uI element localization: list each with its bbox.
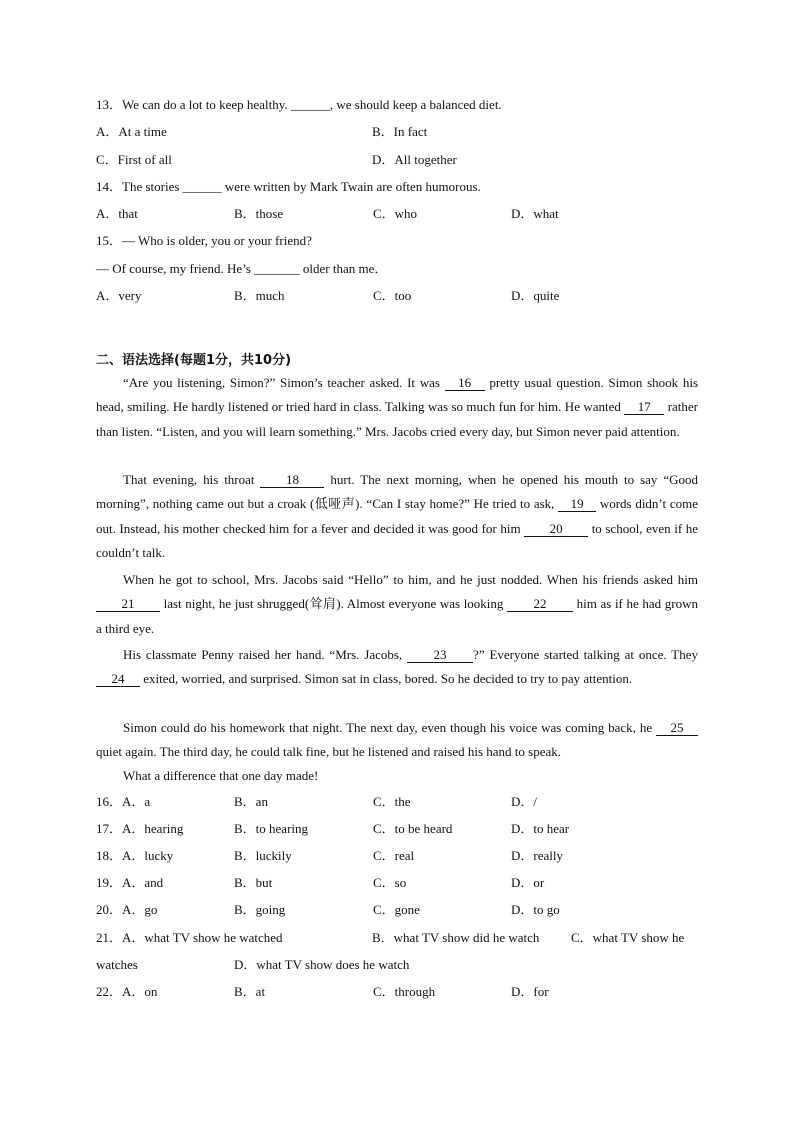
passage-paragraph-3: [96, 568, 698, 641]
passage-text: words didn’t come out. Instead, his mother checked him for a fever and decided it was good for him: [96, 496, 698, 536]
question-number: 18．: [96, 848, 123, 863]
passage-text: exited, worried, and surprised. Simon sat in class, bored. So he decided to try to pay attention.: [140, 671, 633, 687]
blank-20[interactable]: 20: [524, 522, 588, 537]
question-13-option-a[interactable]: A．At a time: [96, 124, 167, 139]
blank-22[interactable]: 22: [507, 597, 573, 612]
blank-23[interactable]: 23: [407, 648, 473, 663]
passage-paragraph-6: [96, 764, 698, 788]
passage-text: His classmate Penny raised her hand. “Mrs. Jacobs,: [123, 647, 408, 662]
question-16-option-a[interactable]: [96, 794, 150, 810]
question-22-option-d[interactable]: D．for: [511, 984, 549, 999]
question-number: 21．: [96, 930, 123, 945]
question-19-option-c[interactable]: C．so: [373, 875, 407, 890]
option-text: A．lucky: [122, 848, 174, 863]
blank-21[interactable]: 21: [96, 597, 160, 612]
question-21-option-a[interactable]: [96, 930, 283, 946]
passage-text: What a difference that one day made!: [123, 768, 319, 783]
passage-text: ?” Everyone started talking at once. They: [473, 647, 698, 662]
section-2-heading: 二、语法选择(每题1分，共10分): [96, 353, 292, 368]
blank-18[interactable]: 18: [260, 473, 324, 488]
question-19-option-b[interactable]: B．but: [234, 875, 273, 890]
question-14-stem: 14．The stories ______ were written by Mark Twain are often humorous.: [96, 179, 481, 194]
option-text: A．and: [122, 875, 164, 890]
question-21-option-b[interactable]: B．what TV show did he watch: [372, 930, 540, 945]
question-14-option-b[interactable]: B．those: [234, 206, 284, 221]
question-20-option-d[interactable]: D．to go: [511, 902, 560, 917]
question-13-option-b[interactable]: B．In fact: [372, 124, 428, 139]
question-20-option-c[interactable]: C．gone: [373, 902, 420, 917]
passage-paragraph-2: [96, 468, 698, 565]
passage-text: rather than listen. “Listen, and you will learn something.” Mrs. Jacobs cried every day, but Simon never paid attention.: [96, 399, 698, 439]
question-15-option-d[interactable]: D．quite: [511, 288, 560, 303]
passage-paragraph-5: [96, 716, 698, 765]
passage-text: him as if he had grown a third eye.: [96, 596, 698, 636]
blank-24[interactable]: 24: [96, 672, 140, 687]
question-18-option-b[interactable]: B．luckily: [234, 848, 292, 863]
question-16-option-c[interactable]: C．the: [373, 794, 411, 809]
question-18-option-d[interactable]: D．really: [511, 848, 563, 863]
question-15-option-c[interactable]: C．too: [373, 288, 412, 303]
passage-text: quiet again. The third day, he could talk fine, but he listened and raised his hand to speak.: [96, 744, 561, 760]
question-19-option-a[interactable]: [96, 875, 163, 891]
question-13-option-d[interactable]: D．All together: [372, 152, 457, 167]
option-text: A．go: [122, 902, 158, 917]
blank-19[interactable]: 19: [558, 497, 596, 512]
option-text: A．a: [122, 794, 151, 809]
question-13-stem: 13．We can do a lot to keep healthy. ______, we should keep a balanced diet.: [96, 97, 502, 112]
question-20-option-a[interactable]: [96, 902, 157, 918]
question-22-option-c[interactable]: C．through: [373, 984, 436, 999]
passage-text: to school, even if he couldn’t talk.: [96, 520, 698, 560]
question-16-option-b[interactable]: B．an: [234, 794, 268, 809]
question-18-option-c[interactable]: C．real: [373, 848, 415, 863]
question-number: 17．: [96, 821, 123, 836]
question-number: 22．: [96, 984, 123, 999]
question-17-option-c[interactable]: C．to be heard: [373, 821, 453, 836]
question-20-option-b[interactable]: B．going: [234, 902, 286, 917]
question-14-option-a[interactable]: A．that: [96, 206, 138, 221]
question-number: 16．: [96, 794, 123, 809]
question-13-option-c[interactable]: C．First of all: [96, 152, 172, 167]
option-text: A．hearing: [122, 821, 184, 836]
passage-text: Simon could do his homework that night. The next day, even though his voice was coming back, he: [123, 720, 656, 735]
question-number: 19．: [96, 875, 123, 890]
question-15-stem-reply: — Of course, my friend. He’s _______ older than me．: [96, 261, 388, 276]
question-16-option-d[interactable]: D．/: [511, 794, 538, 809]
question-21-option-d[interactable]: D．what TV show does he watch: [234, 957, 410, 972]
question-17-option-d[interactable]: D．to hear: [511, 821, 570, 836]
passage-text: hurt. The next morning, when he opened his mouth to say “Good morning”, nothing came out but a croak (低哑声). “Can I stay home?” He tried to ask,: [96, 472, 698, 512]
passage-text: pretty usual question. Simon shook his head, smiling. He hardly listened or tried hard in class. Talking was so much fun for him. He wanted: [96, 375, 698, 415]
passage-paragraph-1: [96, 371, 698, 444]
question-17-option-a[interactable]: [96, 821, 183, 837]
question-21-option-c-cont[interactable]: watches: [96, 957, 138, 972]
question-22-option-a[interactable]: [96, 984, 157, 1000]
question-19-option-d[interactable]: D．or: [511, 875, 545, 890]
question-14-option-c[interactable]: C．who: [373, 206, 418, 221]
passage-text: That evening, his throat: [123, 472, 261, 487]
blank-16[interactable]: 16: [445, 376, 485, 391]
option-text: A．on: [122, 984, 158, 999]
question-15-stem: 15．— Who is older, you or your friend?: [96, 233, 312, 248]
passage-text: When he got to school, Mrs. Jacobs said “Hello” to him, and he just nodded. When his friends asked him: [123, 572, 698, 587]
question-14-option-d[interactable]: D．what: [511, 206, 559, 221]
passage-text: last night, he just shrugged(耸肩). Almost everyone was looking: [160, 596, 508, 612]
question-18-option-a[interactable]: [96, 848, 173, 864]
option-text: A．what TV show he watched: [122, 930, 283, 945]
question-17-option-b[interactable]: B．to hearing: [234, 821, 309, 836]
passage-paragraph-4: [96, 643, 698, 692]
question-21-option-c[interactable]: C．what TV show he: [571, 930, 685, 945]
blank-17[interactable]: 17: [624, 400, 664, 415]
question-22-option-b[interactable]: B．at: [234, 984, 266, 999]
question-15-option-a[interactable]: A．very: [96, 288, 142, 303]
blank-25[interactable]: 25: [656, 721, 698, 736]
question-number: 20．: [96, 902, 123, 917]
question-15-option-b[interactable]: B．much: [234, 288, 285, 303]
passage-text: “Are you listening, Simon?” Simon’s teacher asked. It was: [123, 375, 445, 390]
